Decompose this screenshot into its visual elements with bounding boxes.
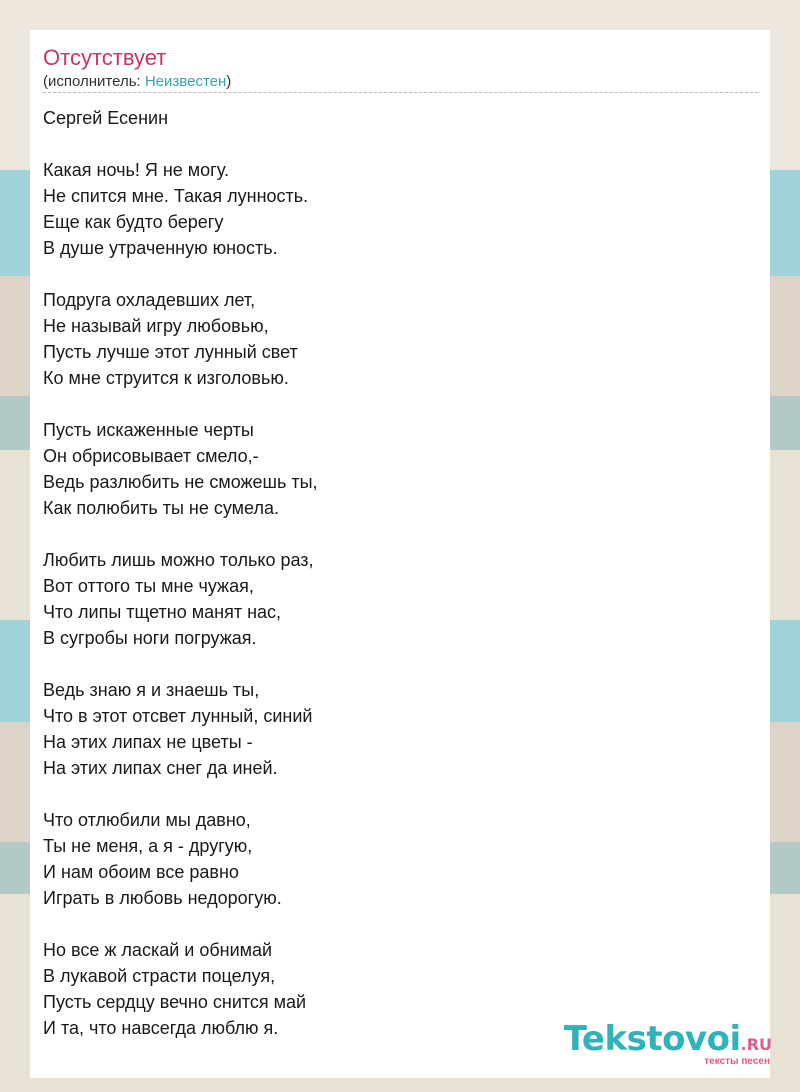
logo-name: Tekstovoi: [563, 1019, 741, 1059]
blank-line: [43, 261, 743, 287]
logo-tagline: тексты песен: [704, 1056, 770, 1067]
lyrics-line: Ведь знаю я и знаешь ты,: [43, 680, 260, 700]
lyrics-line: И нам обоим все равно: [43, 862, 239, 882]
lyrics-line: Как полюбить ты не сумела.: [43, 498, 279, 518]
dashed-divider: [43, 92, 758, 93]
lyrics-line: Что в этот отсвет лунный, синий: [43, 706, 313, 726]
lyrics-line: Что липы тщетно манят нас,: [43, 602, 282, 622]
lyrics-line: В сугробы ноги погружая.: [43, 628, 257, 648]
logo-tld: .RU: [740, 1035, 772, 1054]
lyrics-text: [43, 105, 743, 1041]
lyrics-line: Играть в любовь недорогую.: [43, 888, 282, 908]
lyrics-line: Ко мне струится к изголовью.: [43, 368, 289, 388]
lyrics-line: Пусть сердцу вечно снится май: [43, 992, 307, 1012]
lyrics-line: Что отлюбили мы давно,: [43, 810, 251, 830]
lyrics-line: И та, что навсегда люблю я.: [43, 1018, 279, 1038]
lyrics-line: Но все ж ласкай и обнимай: [43, 940, 273, 960]
lyrics-line: Не спится мне. Такая лунность.: [43, 186, 309, 206]
blank-line: [43, 651, 743, 677]
lyrics-card: [30, 30, 770, 1078]
lyrics-line: Еще как будто берегу: [43, 212, 224, 232]
lyrics-line: Пусть искаженные черты: [43, 420, 254, 440]
lyrics-line: Ты не меня, а я - другую,: [43, 836, 253, 856]
lyrics-line: Вот оттого ты мне чужая,: [43, 576, 254, 596]
artist-suffix: ): [226, 73, 232, 90]
blank-line: [43, 391, 743, 417]
lyrics-line: Пусть лучше этот лунный свет: [43, 342, 298, 362]
artist-link[interactable]: Неизвестен: [144, 73, 227, 90]
lyrics-line: В лукавой страсти поцелуя,: [43, 966, 276, 986]
lyrics-line: Не называй игру любовью,: [43, 316, 269, 336]
lyrics-author: Сергей Есенин: [43, 108, 169, 128]
blank-line: [43, 131, 743, 157]
blank-line: [43, 911, 743, 937]
site-logo[interactable]: [562, 1020, 772, 1070]
lyrics-line: Подруга охладевших лет,: [43, 290, 256, 310]
artist-prefix: (исполнитель:: [43, 73, 145, 90]
blank-line: [43, 521, 743, 547]
lyrics-line: Ведь разлюбить не сможешь ты,: [43, 472, 318, 492]
lyrics-line: В душе утраченную юность.: [43, 238, 278, 258]
song-title: Отсутствует: [43, 45, 167, 70]
lyrics-line: На этих липах не цветы -: [43, 732, 253, 752]
lyrics-line: Он обрисовывает смело,-: [43, 446, 259, 466]
lyrics-line: Какая ночь! Я не могу.: [43, 160, 229, 180]
artist-line: [43, 73, 231, 91]
lyrics-line: Любить лишь можно только раз,: [43, 550, 314, 570]
blank-line: [43, 781, 743, 807]
lyrics-line: На этих липах снег да иней.: [43, 758, 278, 778]
